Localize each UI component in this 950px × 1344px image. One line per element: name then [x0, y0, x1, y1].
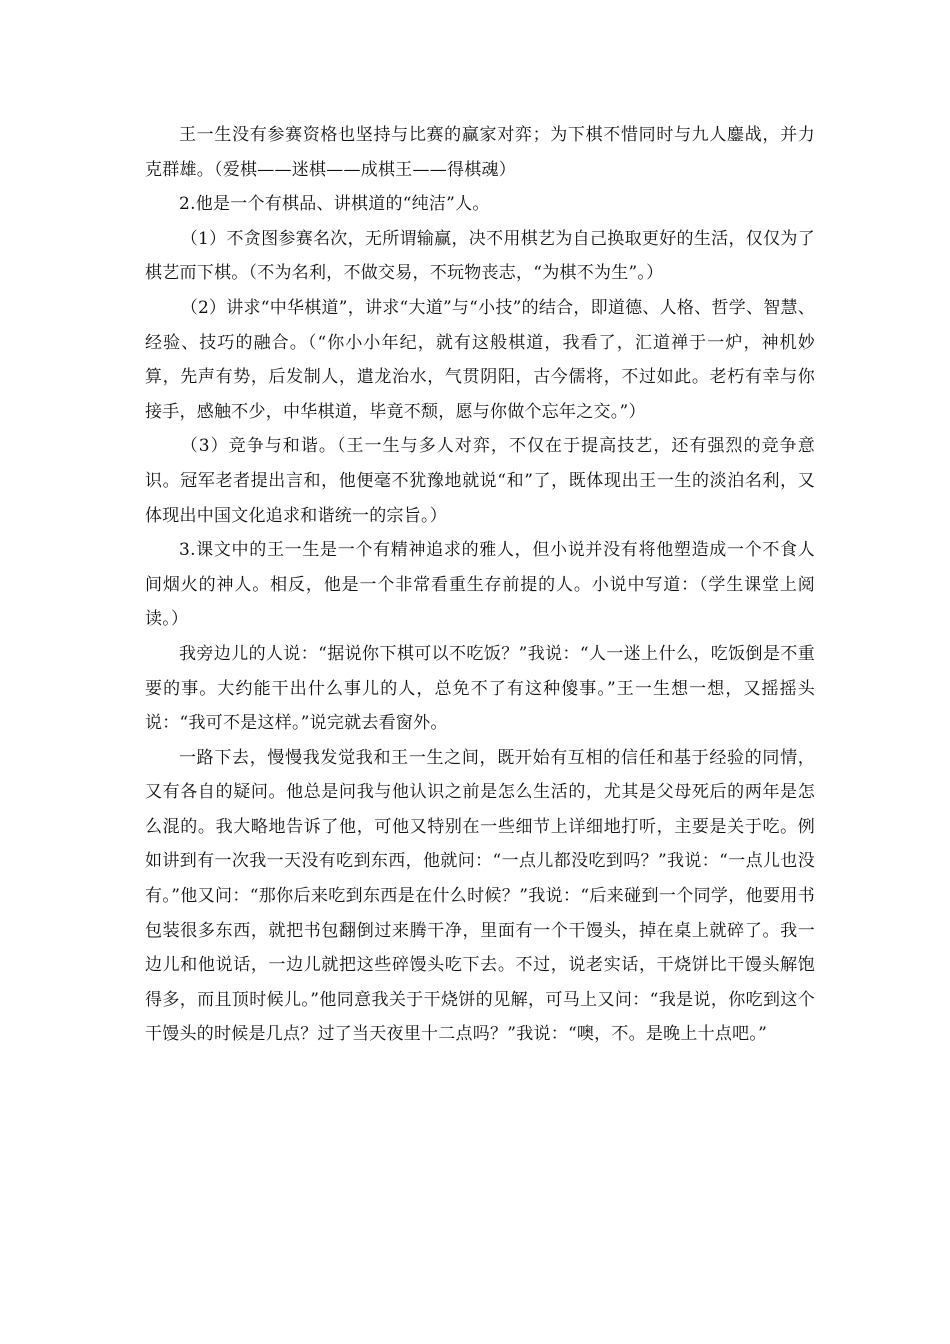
- paragraph-point-2-heading: 2.他是一个有棋品、讲棋道的“纯洁”人。: [179, 194, 490, 215]
- document-body: [145, 118, 815, 1052]
- paragraph-excerpt-1: 我旁边儿的人说：“据说你下棋可以不吃饭？”我说：“人一迷上什么，吃饭倒是不重要的事。大约能干出什么事儿的人，总免不了有这种傻事。”王一生想一想，又摇摇头说：“我可不是这样。”说完就去看窗外。: [145, 643, 815, 734]
- paragraph-point-2-item-1: （1）不贪图参赛名次，无所谓输赢，决不用棋艺为自己换取更好的生活，仅仅为了棋艺而下棋。（不为名利，不做交易，不玩物丧志，“为棋不为生”。）: [145, 228, 815, 284]
- paragraph-point-2-item-3: （3）竞争与和谐。（王一生与多人对弈，不仅在于提高技艺，还有强烈的竞争意识。冠军老者提出言和，他便毫不犹豫地就说“和”了，既体现出王一生的淡泊名利，又体现出中国文化追求和谐统一的宗旨。）: [145, 436, 815, 526]
- paragraph-excerpt-2: 一路下去，慢慢我发觉我和王一生之间，既开始有互相的信任和基于经验的同情，又有各自的疑问。他总是问我与他认识之前是怎么生活的，尤其是父母死后的两年是怎么混的。我大略地告诉了他，可他又特别在一些细节上详细地打听，主要是关于吃。例如讲到有一次我一天没有吃到东西，他就问：“一点儿都没吃到吗？”我说：“一点儿也没有。”他又问：“那你后来吃到东西是在什么时候？”我说：“后来碰到一个同学，他要用书包装很多东西，就把书包翻倒过来腾干净，里面有一个干馒头，掉在桌上就碎了。我一边儿和他说话，一边儿就把这些碎馒头吃下去。不过，说老实话，干烧饼比干馒头解饱得多，而且顶时候儿。”他同意我关于干烧饼的见解，可马上又问：“我是说，你吃到这个干馒头的时候是几点？过了当天夜里十二点吗？”我说：“噢，不。是晚上十点吧。”: [145, 747, 815, 1045]
- paragraph-wang-yisheng-summary: 王一生没有参赛资格也坚持与比赛的赢家对弈；为下棋不惜同时与九人鏖战，并力克群雄。（爱棋——迷棋——成棋王——得棋魂）: [145, 125, 815, 180]
- paragraph-point-3: 3.课文中的王一生是一个有精神追求的雅人，但小说并没有将他塑造成一个不食人间烟火的神人。相反，他是一个非常看重生存前提的人。小说中写道：（学生课堂上阅读。）: [145, 540, 815, 630]
- paragraph-point-2-item-2: （2）讲求“中华棋道”，讲求“大道”与“小技”的结合，即道德、人格、哲学、智慧、经验、技巧的融合。（“你小小年纪，就有这般棋道，我看了，汇道禅于一炉，神机妙算，先声有势，后发制人，遣龙治水，气贯阴阳，古今儒将，不过如此。老朽有幸与你接手，感触不少，中华棋道，毕竟不颓，愿与你做个忘年之交。”）: [145, 297, 815, 422]
